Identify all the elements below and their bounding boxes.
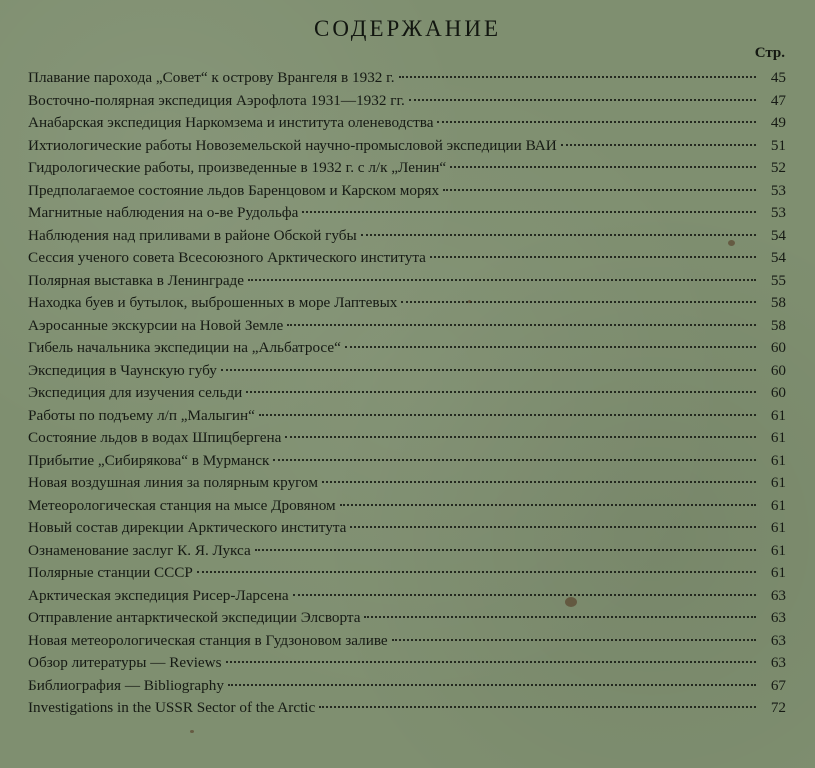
toc-entry bbox=[28, 337, 786, 360]
toc-entry-page: 61 bbox=[770, 429, 786, 446]
toc-entry-title: Предполагаемое состояние льдов Баренцовом и Карском морях bbox=[28, 181, 440, 199]
toc-entry-page: 67 bbox=[770, 676, 786, 694]
toc-entry bbox=[28, 427, 786, 450]
table-of-contents bbox=[28, 67, 786, 720]
toc-entry-page: 63 bbox=[770, 586, 786, 604]
dot-leader bbox=[364, 616, 756, 618]
toc-entry-title: Ихтиологические работы Новоземельской научно-промысловой экспедиции ВАИ bbox=[28, 136, 557, 154]
toc-entry bbox=[28, 495, 786, 518]
toc-entry bbox=[28, 607, 786, 630]
dot-leader bbox=[401, 301, 756, 303]
toc-entry-title: Новая воздушная линия за полярным кругом bbox=[28, 474, 318, 491]
toc-entry-title: Новый состав дирекции Арктического института bbox=[28, 519, 347, 536]
toc-entry bbox=[28, 90, 786, 113]
toc-entry bbox=[28, 247, 786, 270]
dot-leader bbox=[561, 144, 756, 146]
toc-entry bbox=[28, 517, 786, 540]
toc-entry-page: 61 bbox=[770, 451, 786, 469]
toc-entry-page: 63 bbox=[770, 631, 786, 649]
page-column-label: Стр. bbox=[754, 45, 785, 61]
toc-entry bbox=[28, 225, 786, 248]
toc-entry bbox=[28, 292, 786, 315]
toc-entry-title: Экспедиция в Чаунскую губу bbox=[28, 361, 217, 379]
page-title: СОДЕРЖАНИЕ bbox=[313, 16, 501, 41]
toc-entry bbox=[28, 180, 786, 203]
dot-leader bbox=[350, 526, 756, 528]
toc-entry-title: Полярная выставка в Ленинграде bbox=[28, 271, 245, 289]
toc-entry-page: 52 bbox=[770, 159, 786, 176]
dot-leader bbox=[248, 279, 756, 281]
dot-leader bbox=[197, 571, 756, 573]
toc-entry bbox=[28, 202, 786, 225]
toc-entry-title: Метеорологическая станция на мысе Дровяном bbox=[28, 496, 336, 514]
dot-leader bbox=[345, 346, 756, 348]
dot-leader bbox=[293, 594, 756, 596]
toc-entry bbox=[28, 382, 786, 405]
toc-entry bbox=[28, 540, 786, 563]
toc-entry-title: Находка буев и бутылок, выброшенных в море Лаптевых bbox=[28, 294, 398, 311]
toc-entry bbox=[28, 112, 786, 135]
toc-entry bbox=[28, 157, 786, 180]
dot-leader bbox=[450, 166, 756, 168]
dot-leader bbox=[443, 189, 756, 191]
dot-leader bbox=[226, 661, 756, 663]
toc-entry bbox=[28, 360, 786, 383]
toc-entry-page: 61 bbox=[770, 519, 786, 536]
toc-entry-title: Экспедиция для изучения сельди bbox=[28, 384, 243, 401]
paper-speck bbox=[565, 597, 577, 607]
toc-entry-page: 63 bbox=[770, 609, 786, 626]
toc-entry-title: Гидрологические работы, произведенные в 1932 г. с л/к „Ленин“ bbox=[28, 159, 447, 176]
toc-entry bbox=[28, 315, 786, 338]
toc-entry-page: 60 bbox=[770, 361, 786, 379]
toc-entry-page: 58 bbox=[770, 316, 786, 334]
toc-entry-title: Магнитные наблюдения на о-ве Рудольфа bbox=[28, 204, 299, 221]
toc-entry-title: Наблюдения над приливами в районе Обской губы bbox=[28, 226, 357, 244]
dot-leader bbox=[302, 211, 756, 213]
dot-leader bbox=[361, 234, 756, 236]
paper-speck bbox=[190, 730, 194, 733]
toc-entry-title: Сессия ученого совета Всесоюзного Арктического института bbox=[28, 249, 426, 266]
dot-leader bbox=[430, 256, 756, 258]
toc-entry bbox=[28, 472, 786, 495]
toc-entry bbox=[28, 675, 786, 698]
toc-entry bbox=[28, 450, 786, 473]
dot-leader bbox=[340, 504, 756, 506]
dot-leader bbox=[221, 369, 756, 371]
toc-entry bbox=[28, 585, 786, 608]
toc-entry-page: 61 bbox=[770, 564, 786, 581]
toc-entry-page: 61 bbox=[770, 496, 786, 514]
dot-leader bbox=[399, 76, 757, 78]
dot-leader bbox=[392, 639, 756, 641]
toc-entry-title: Арктическая экспедиция Рисер-Ларсена bbox=[28, 586, 289, 604]
dot-leader bbox=[437, 121, 756, 123]
dot-leader bbox=[246, 391, 756, 393]
toc-entry-page: 47 bbox=[770, 91, 786, 109]
dot-leader bbox=[319, 706, 756, 708]
toc-entry-page: 60 bbox=[770, 384, 786, 401]
toc-entry-title: Аэросанные экскурсии на Новой Земле bbox=[28, 316, 284, 334]
toc-entry bbox=[28, 630, 786, 653]
toc-entry-page: 58 bbox=[770, 294, 786, 311]
dot-leader bbox=[285, 436, 756, 438]
toc-entry-page: 54 bbox=[770, 249, 786, 266]
toc-entry-title: Полярные станции СССР bbox=[28, 564, 193, 581]
toc-entry bbox=[28, 135, 786, 158]
toc-entry-title: Прибытие „Сибирякова“ в Мурманск bbox=[28, 451, 270, 469]
dot-leader bbox=[228, 684, 756, 686]
toc-entry bbox=[28, 652, 786, 675]
paper-speck bbox=[468, 300, 471, 303]
toc-entry-page: 61 bbox=[770, 406, 786, 424]
toc-entry-page: 54 bbox=[770, 226, 786, 244]
toc-entry-title: Investigations in the USSR Sector of the Arctic bbox=[28, 699, 316, 716]
dot-leader bbox=[255, 549, 756, 551]
toc-entry-page: 53 bbox=[770, 181, 786, 199]
toc-entry bbox=[28, 405, 786, 428]
toc-entry bbox=[28, 67, 786, 90]
toc-entry-title: Анабарская экспедиция Наркомзема и института оленеводства bbox=[28, 114, 434, 131]
toc-entry-title: Состояние льдов в водах Шпицбергена bbox=[28, 429, 282, 446]
toc-entry-title: Работы по подъему л/п „Малыгин“ bbox=[28, 406, 255, 424]
dot-leader bbox=[259, 414, 756, 416]
toc-entry-title: Гибель начальника экспедиции на „Альбатросе“ bbox=[28, 339, 341, 356]
toc-entry-title: Обзор литературы — Reviews bbox=[28, 654, 222, 671]
toc-entry-title: Новая метеорологическая станция в Гудзоновом заливе bbox=[28, 631, 388, 649]
dot-leader bbox=[287, 324, 756, 326]
toc-entry-page: 72 bbox=[770, 699, 786, 716]
toc-entry-title: Отправление антарктической экспедиции Элсворта bbox=[28, 609, 361, 626]
toc-entry-page: 55 bbox=[770, 271, 786, 289]
dot-leader bbox=[409, 99, 756, 101]
toc-entry bbox=[28, 562, 786, 585]
toc-entry-title: Библиография — Bibliography bbox=[28, 676, 224, 694]
toc-entry-page: 63 bbox=[770, 654, 786, 671]
toc-entry-page: 60 bbox=[770, 339, 786, 356]
toc-entry-title: Ознаменование заслуг К. Я. Лукса bbox=[28, 541, 251, 559]
dot-leader bbox=[322, 481, 756, 483]
toc-entry-page: 61 bbox=[770, 541, 786, 559]
dot-leader bbox=[273, 459, 756, 461]
toc-entry-title: Плавание парохода „Совет“ к острову Врангеля в 1932 г. bbox=[28, 69, 395, 86]
toc-entry-page: 61 bbox=[770, 474, 786, 491]
paper-speck bbox=[728, 240, 735, 246]
toc-entry-page: 51 bbox=[770, 136, 786, 154]
toc-entry-page: 45 bbox=[770, 69, 786, 86]
toc-entry-page: 49 bbox=[770, 114, 786, 131]
toc-entry bbox=[28, 697, 786, 720]
toc-entry-page: 53 bbox=[770, 204, 786, 221]
toc-entry bbox=[28, 270, 786, 293]
toc-entry-title: Восточно-полярная экспедиция Аэрофлота 1931—1932 гг. bbox=[28, 91, 405, 109]
